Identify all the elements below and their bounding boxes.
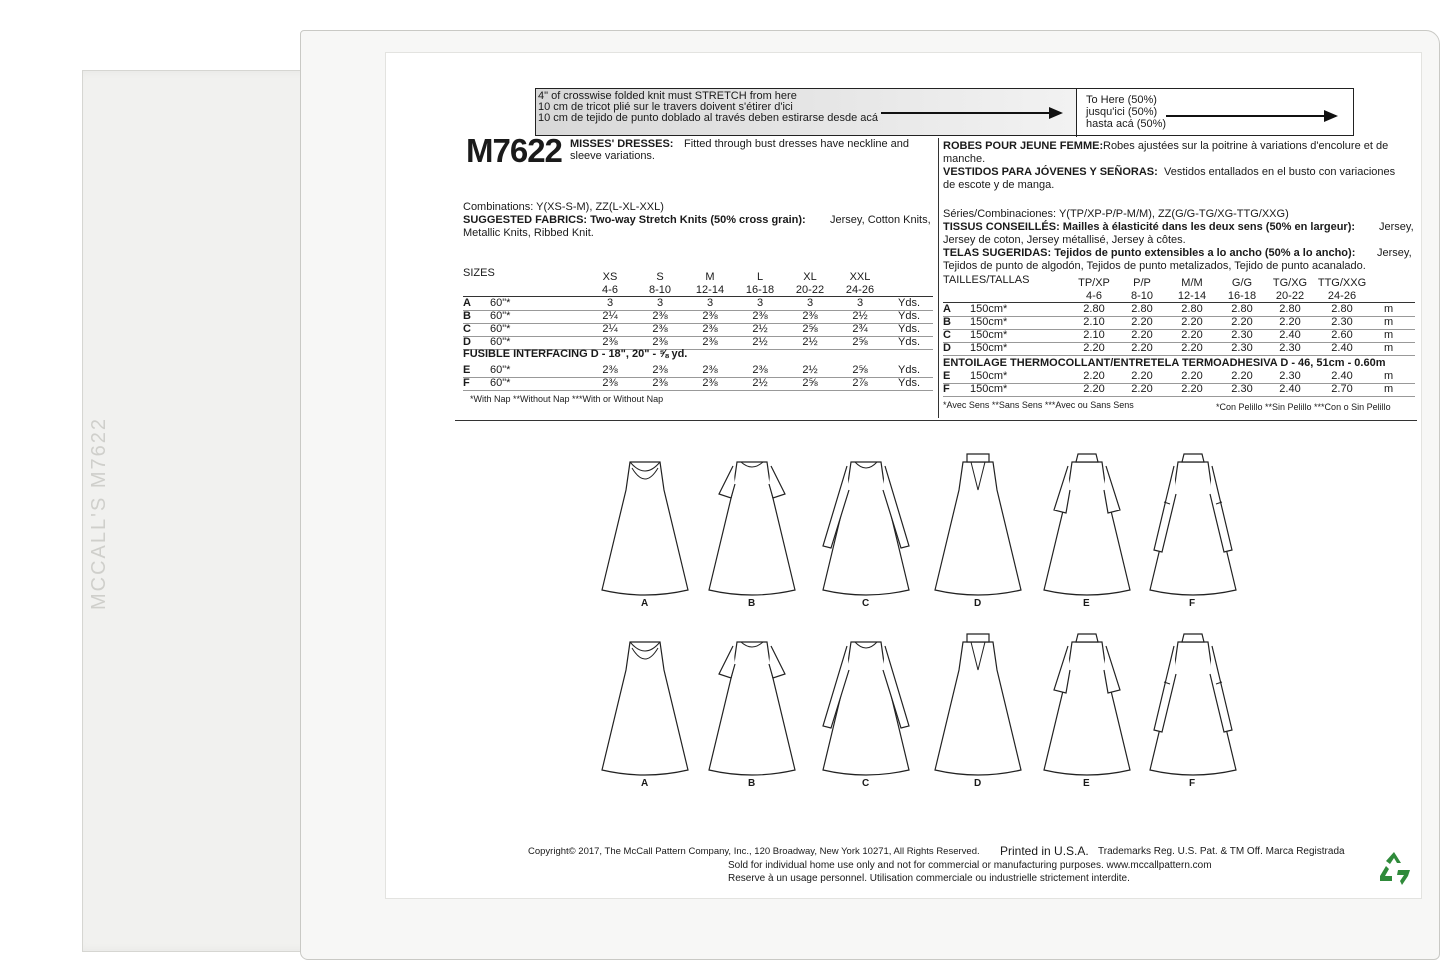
meter-cell: 2.20	[1231, 316, 1253, 328]
meter-cell: 2.40	[1279, 329, 1301, 341]
dress-drawing-view-a	[590, 450, 700, 600]
view-letter: B	[943, 316, 951, 328]
dress-drawing-view-d	[923, 630, 1033, 780]
size-range: 12-14	[1177, 290, 1207, 302]
dress-drawing-view-b	[697, 450, 807, 600]
view-label-f: F	[1189, 778, 1196, 789]
meter-cell: 2.20	[1083, 370, 1105, 382]
yardage-cell: 2⅝	[802, 377, 818, 389]
fr-nap-note: *Avec Sens **Sans Sens ***Avec ou Sans Sens	[943, 400, 1134, 410]
fabric-width: 60"*	[490, 364, 511, 376]
meter-cell: 2.30	[1331, 316, 1353, 328]
interfacing-line: FUSIBLE INTERFACING D - 18", 20" - ⅝ yd.	[463, 348, 688, 360]
en-heading: MISSES' DRESSES:	[570, 138, 674, 150]
yardage-cell: 2⅝	[802, 323, 818, 335]
yardage-cell: 2¾	[852, 323, 868, 335]
yardage-cell: 2½	[752, 323, 768, 335]
unit: Yds.	[898, 297, 921, 309]
view-letter: C	[463, 323, 471, 335]
unit: m	[1384, 303, 1394, 315]
meter-cell: 2.80	[1231, 303, 1253, 315]
copyright-text: Copyright© 2017, The McCall Pattern Company, Inc., 120 Broadway, New York 10271, All Rights Reserved.	[528, 846, 980, 857]
en-description: Fitted through bust dresses have neckline and	[684, 138, 910, 150]
yardage-cell: 3	[656, 297, 664, 309]
size-header: M	[705, 271, 715, 283]
size-range: 16-18	[745, 284, 775, 296]
meter-cell: 2.20	[1083, 342, 1105, 354]
unit: Yds.	[898, 364, 921, 376]
meter-cell: 2.80	[1331, 303, 1353, 315]
yardage-cell: 2⅜	[652, 377, 668, 389]
fabric-width: 150cm*	[970, 383, 1008, 395]
view-label-d: D	[974, 778, 982, 789]
fr-description-2: manche.	[943, 153, 986, 165]
tailles-label: TAILLES/TALLAS	[943, 274, 1030, 286]
meter-cell: 2.20	[1181, 370, 1203, 382]
yardage-cell: 2⅜	[702, 336, 718, 348]
fabric-width: 60"*	[490, 297, 511, 309]
es-nap-note: *Con Pelillo **Sin Pelillo ***Con o Sin Pelillo	[1216, 402, 1391, 412]
dress-drawing-view-f	[1138, 450, 1248, 600]
stretch-guide-line-fr: 10 cm de tricot plié sur le travers doivent s'étirer d'ici	[538, 101, 793, 113]
dress-drawing-view-f	[1138, 630, 1248, 780]
en-fabrics-heading: SUGGESTED FABRICS: Two-way Stretch Knits (50% cross grain):	[463, 214, 806, 226]
yardage-cell: 2⅜	[652, 364, 668, 376]
meter-cell: 2.80	[1279, 303, 1301, 315]
meter-cell: 2.20	[1181, 316, 1203, 328]
unit: m	[1384, 316, 1394, 328]
size-header: S	[656, 271, 664, 283]
es-fabrics: TELAS SUGERIDAS: Tejidos de punto extensibles a lo ancho (50% a lo ancho):	[943, 247, 1356, 259]
unit: Yds.	[898, 377, 921, 389]
meter-cell: 2.10	[1083, 316, 1105, 328]
yardage-cell: 2⅝	[852, 364, 868, 376]
en-combinations: Combinations: Y(XS-S-M), ZZ(L-XL-XXL)	[463, 201, 664, 213]
yardage-cell: 2⅞	[852, 377, 868, 389]
size-header: G/G	[1231, 277, 1253, 289]
meter-cell: 2.30	[1279, 370, 1301, 382]
meter-cell: 2.20	[1181, 342, 1203, 354]
view-label-c: C	[862, 778, 870, 789]
fr-fabrics-2: Jersey,	[1379, 221, 1414, 233]
flap-watermark-text: MCCALL'S M7622	[88, 417, 110, 610]
yardage-cell: 2½	[852, 310, 868, 322]
yardage-cell: 2⅜	[702, 364, 718, 376]
to-here-es: hasta acá (50%)	[1086, 118, 1167, 130]
yardage-cell: 2⅜	[702, 377, 718, 389]
view-letter: E	[943, 370, 951, 382]
size-range: 4-6	[1086, 290, 1102, 302]
sizes-label: SIZES	[463, 267, 495, 279]
yardage-cell: 2½	[752, 336, 768, 348]
stretch-guide-line-es: 10 cm de tejido de punto doblado al través deben estirarse desde acá	[538, 112, 879, 124]
yardage-cell: 2⅜	[752, 310, 768, 322]
size-header: XXL	[849, 271, 871, 283]
size-header: P/P	[1133, 277, 1151, 289]
meter-cell: 2.10	[1083, 329, 1105, 341]
meter-cell: 2.20	[1131, 370, 1153, 382]
size-header: TP/XP	[1078, 277, 1110, 289]
fabric-width: 60"*	[490, 336, 511, 348]
view-letter: A	[463, 297, 471, 309]
printed-in-usa: Printed in U.S.A.	[1000, 844, 1089, 858]
dress-drawing-view-e	[1032, 630, 1142, 780]
column-divider	[938, 138, 939, 418]
size-range: 8-10	[1130, 290, 1154, 302]
meter-cell: 2.20	[1279, 316, 1301, 328]
fabric-width: 60"*	[490, 310, 511, 322]
size-header: TTG/XXG	[1317, 277, 1367, 289]
unit: m	[1384, 383, 1394, 395]
fr-combinations: Séries/Combinaciones: Y(TP/XP-P/P-M/M), ZZ(G/G-TG/XG-TTG/XXG)	[943, 208, 1289, 220]
view-label-a: A	[641, 778, 649, 789]
es-description-2: de escote y de manga.	[943, 179, 1055, 191]
view-letter: A	[943, 303, 951, 315]
meter-cell: 2.20	[1231, 370, 1253, 382]
fr-heading: ROBES POUR JEUNE FEMME:	[943, 140, 1104, 152]
pattern-number: M7622	[466, 132, 562, 169]
size-header: TG/XG	[1272, 277, 1308, 289]
unit: Yds.	[898, 323, 921, 335]
fabric-width: 150cm*	[970, 342, 1008, 354]
dress-drawing-view-b	[697, 630, 807, 780]
es-heading: VESTIDOS PARA JÓVENES Y SEÑORAS:	[943, 166, 1158, 178]
meter-cell: 2.20	[1181, 329, 1203, 341]
size-range: 24-26	[845, 284, 875, 296]
yardage-cell: 2⅜	[752, 364, 768, 376]
yardage-cell: 2⅜	[802, 310, 818, 322]
size-range: 4-6	[602, 284, 618, 296]
yardage-cell: 3	[856, 297, 864, 309]
meter-cell: 2.30	[1231, 329, 1253, 341]
view-label-f: F	[1189, 598, 1196, 609]
yardage-cell: 2¼	[602, 323, 618, 335]
en-fabrics-2: Metallic Knits, Ribbed Knit.	[463, 227, 594, 239]
yardage-cell: 3	[706, 297, 714, 309]
meter-cell: 2.20	[1131, 329, 1153, 341]
view-label-b: B	[748, 598, 756, 609]
en-nap-note: *With Nap **Without Nap ***With or Without Nap	[470, 394, 664, 404]
interfacing-line-fr: ENTOILAGE THERMOCOLLANT/ENTRETELA TERMOADHESIVA D - 46, 51cm - 0.60m	[943, 357, 1386, 369]
meter-cell: 2.20	[1181, 383, 1203, 395]
row-rule	[463, 390, 933, 391]
meter-cell: 2.80	[1083, 303, 1105, 315]
yardage-cell: 2¼	[602, 310, 618, 322]
size-range: 20-22	[795, 284, 825, 296]
view-label-e: E	[1083, 598, 1090, 609]
size-range: 20-22	[1275, 290, 1305, 302]
size-header: M/M	[1181, 277, 1203, 289]
yardage-cell: 2⅜	[652, 336, 668, 348]
fabric-width: 150cm*	[970, 370, 1008, 382]
meter-cell: 2.20	[1131, 342, 1153, 354]
stretch-guide	[535, 88, 1354, 136]
unit: m	[1384, 370, 1394, 382]
view-letter: D	[463, 336, 471, 348]
fabric-width: 60"*	[490, 323, 511, 335]
meter-cell: 2.70	[1331, 383, 1353, 395]
yardage-cell: 2⅜	[652, 310, 668, 322]
size-range: 12-14	[695, 284, 725, 296]
view-letter: C	[943, 329, 951, 341]
fabric-width: 150cm*	[970, 303, 1008, 315]
size-range: 16-18	[1227, 290, 1257, 302]
fabric-width: 150cm*	[970, 329, 1008, 341]
view-label-d: D	[974, 598, 982, 609]
en-description-2: sleeve variations.	[570, 150, 655, 162]
es-description: Vestidos entallados en el busto con variaciones	[1164, 166, 1396, 178]
yardage-cell: 2⅜	[702, 323, 718, 335]
meter-cell: 2.20	[1083, 383, 1105, 395]
unit: m	[1384, 342, 1394, 354]
meter-cell: 2.40	[1279, 383, 1301, 395]
yardage-cell: 3	[756, 297, 764, 309]
yardage-cell: 2½	[802, 336, 818, 348]
row-rule	[943, 396, 1415, 397]
yardage-cell: 2⅜	[602, 336, 618, 348]
yardage-cell: 2½	[802, 364, 818, 376]
es-fabrics-2: Jersey,	[1377, 247, 1412, 259]
unit: Yds.	[898, 310, 921, 322]
fabric-width: 60"*	[490, 377, 511, 389]
size-header: XS	[602, 271, 618, 283]
yardage-cell: 2⅝	[852, 336, 868, 348]
fabric-width: 150cm*	[970, 316, 1008, 328]
view-letter: F	[463, 377, 470, 389]
meter-cell: 2.40	[1331, 342, 1353, 354]
size-header: XL	[803, 271, 817, 283]
unit: Yds.	[898, 336, 921, 348]
yardage-cell: 2⅜	[652, 323, 668, 335]
view-label-e: E	[1083, 778, 1090, 789]
view-letter: B	[463, 310, 471, 322]
trademarks-text: Trademarks Reg. U.S. Pat. & TM Off. Marca Registrada	[1098, 846, 1345, 857]
table-bottom-rule	[455, 420, 1417, 421]
dress-drawing-view-d	[923, 450, 1033, 600]
es-fabrics-3: Tejidos de punto de algodón, Tejidos de punto metalizados, Tejido de punto acanalado.	[943, 260, 1366, 272]
meter-cell: 2.30	[1231, 342, 1253, 354]
meter-cell: 2.20	[1131, 383, 1153, 395]
yardage-cell: 2⅜	[602, 364, 618, 376]
meter-cell: 2.80	[1131, 303, 1153, 315]
sold-for-home-use: Sold for individual home use only and not for commercial or manufacturing purposes. www.mccallpattern.com	[728, 860, 1212, 871]
dress-drawing-view-a	[590, 630, 700, 780]
dress-drawing-view-c	[811, 630, 921, 780]
yardage-cell: 2½	[752, 377, 768, 389]
unit: m	[1384, 329, 1394, 341]
meter-cell: 2.30	[1279, 342, 1301, 354]
meter-cell: 2.80	[1181, 303, 1203, 315]
fr-fabrics: TISSUS CONSEILLÉS: Mailles à élasticité dans les deux sens (50% en largeur):	[943, 221, 1356, 233]
size-header: L	[756, 271, 764, 283]
meter-cell: 2.40	[1331, 370, 1353, 382]
view-label-b: B	[748, 778, 756, 789]
size-range: 24-26	[1327, 290, 1357, 302]
view-label-a: A	[641, 598, 649, 609]
yardage-cell: 3	[806, 297, 814, 309]
meter-cell: 2.60	[1331, 329, 1353, 341]
yardage-cell: 3	[606, 297, 614, 309]
view-letter: F	[943, 383, 950, 395]
to-here-fr: jusqu'ici (50%)	[1086, 106, 1158, 118]
view-label-c: C	[862, 598, 870, 609]
fr-description: Robes ajustées sur la poitrine à variations d'encolure et de	[1103, 140, 1389, 152]
dress-drawing-view-e	[1032, 450, 1142, 600]
meter-cell: 2.30	[1231, 383, 1253, 395]
stretch-arrow-2	[1166, 115, 1336, 117]
stretch-guide-line-en: 4" of crosswise folded knit must STRETCH from here	[538, 90, 797, 102]
stretch-arrow	[881, 112, 1061, 114]
yardage-cell: 2⅜	[602, 377, 618, 389]
yardage-cell: 2⅜	[702, 310, 718, 322]
en-fabrics-1: Jersey, Cotton Knits,	[830, 214, 931, 226]
view-letter: D	[943, 342, 951, 354]
recycle-icon	[1374, 848, 1414, 888]
row-rule	[943, 355, 1415, 356]
fr-fabrics-3: Jersey de coton, Jersey métallisé, Jersey à côtes.	[943, 234, 1186, 246]
dress-drawing-view-c	[811, 450, 921, 600]
view-letter: E	[463, 364, 471, 376]
size-range: 8-10	[648, 284, 672, 296]
to-here-en: To Here (50%)	[1086, 94, 1157, 106]
meter-cell: 2.20	[1131, 316, 1153, 328]
reserve-usage: Reserve à un usage personnel. Utilisation commerciale ou industrielle strictement interdite.	[728, 873, 1130, 884]
